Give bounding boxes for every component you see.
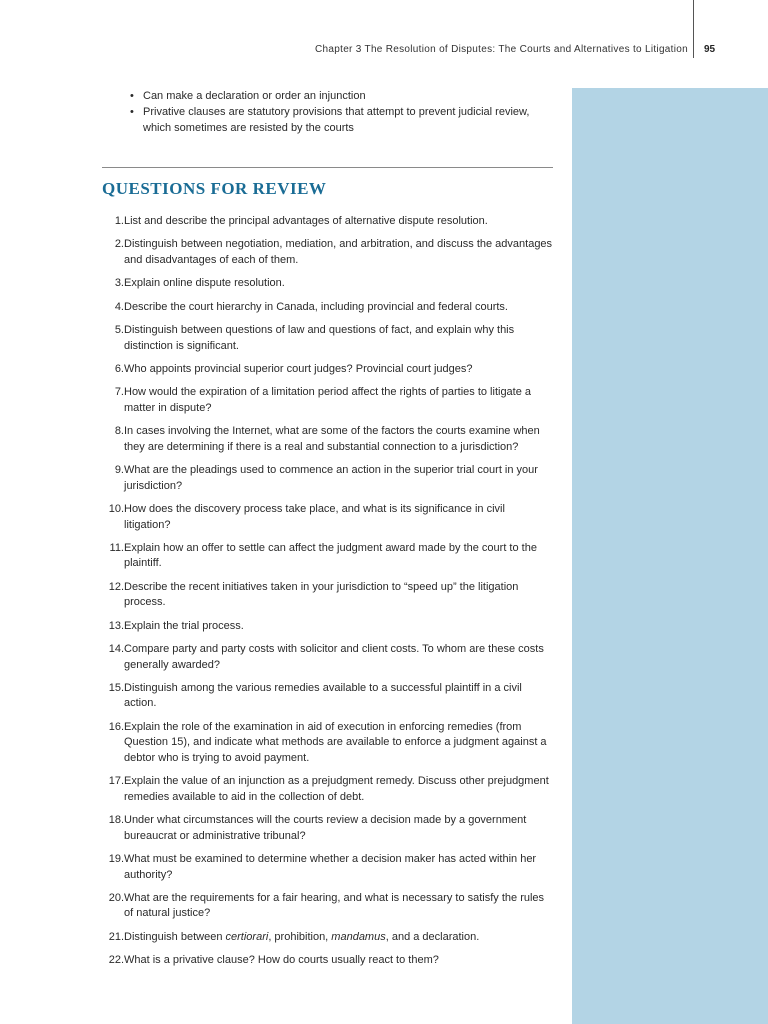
summary-bullet-text: Can make a declaration or order an injunction	[143, 90, 366, 102]
question-number: 14.	[108, 643, 124, 656]
summary-bullet-list	[128, 88, 553, 136]
summary-bullet-item	[128, 88, 553, 104]
question-item	[102, 385, 554, 416]
question-number: 6.	[114, 362, 124, 375]
question-item	[102, 642, 554, 673]
question-number: 7.	[114, 386, 124, 399]
header-vertical-rule	[693, 0, 694, 58]
question-text: Describe the recent initiatives taken in your jurisdiction to “speed up” the litigation process.	[124, 580, 519, 609]
question-item	[102, 362, 554, 378]
question-text: What are the pleadings used to commence an action in the superior trial court in your jurisdiction?	[124, 464, 538, 492]
bullet-icon: •	[130, 106, 134, 118]
question-number: 18.	[108, 814, 124, 827]
question-item	[102, 774, 554, 805]
question-text: Distinguish among the various remedies available to a successful plaintiff in a civil action.	[124, 681, 522, 710]
question-text: In cases involving the Internet, what are some of the factors the courts examine when they are determining if there is a real and substantial connection to a jurisdiction?	[124, 425, 540, 453]
summary-bullet-text: Privative clauses are statutory provisions that attempt to prevent judicial review, which sometimes are resisted by the courts	[143, 106, 530, 134]
question-number: 11.	[109, 541, 124, 554]
question-item	[102, 300, 554, 316]
question-item	[102, 619, 554, 635]
question-item	[102, 502, 554, 533]
question-number: 2.	[114, 238, 124, 251]
question-text	[124, 930, 554, 946]
question-text-part: , and a declaration.	[385, 930, 480, 943]
question-item	[102, 953, 554, 969]
question-item	[102, 541, 554, 572]
question-text: How does the discovery process take place, and what is its significance in civil litigation?	[124, 503, 505, 531]
section-heading: QUESTIONS FOR REVIEW	[102, 179, 327, 198]
question-item	[102, 323, 554, 354]
question-number: 10.	[108, 503, 124, 516]
question-text-part: , prohibition,	[268, 930, 332, 943]
question-item	[102, 681, 554, 712]
question-text-emphasis: certiorari	[225, 930, 269, 943]
question-item	[102, 930, 554, 946]
question-text: What are the requirements for a fair hearing, and what is necessary to satisfy the rules of natural justice?	[124, 891, 545, 920]
question-text: Explain the trial process.	[124, 619, 244, 632]
question-number: 13.	[108, 619, 124, 632]
question-text-emphasis: mandamus	[331, 930, 386, 943]
question-number: 22.	[108, 954, 124, 967]
question-item	[102, 720, 554, 767]
question-item	[102, 852, 554, 883]
question-number: 15.	[108, 681, 124, 694]
question-item	[102, 813, 554, 844]
review-question-list	[102, 214, 554, 977]
question-item	[102, 424, 554, 455]
question-text: Who appoints provincial superior court judges? Provincial court judges?	[124, 362, 473, 375]
question-number: 5.	[114, 324, 124, 337]
question-text: Describe the court hierarchy in Canada, including provincial and federal courts.	[124, 300, 508, 313]
question-number: 12.	[108, 580, 124, 593]
question-item	[102, 237, 554, 268]
summary-bullet-item	[128, 104, 553, 136]
question-text: Explain the role of the examination in aid of execution in enforcing remedies (from Question 15), and indicate what methods are available to enforce a judgment against a debtor who is trying to avoid payment.	[124, 720, 547, 764]
question-text: Distinguish between questions of law and questions of fact, and explain why this distinction is significant.	[124, 324, 515, 352]
question-item	[102, 891, 554, 922]
section-divider	[102, 167, 553, 168]
question-number: 8.	[114, 425, 124, 438]
running-head: Chapter 3 The Resolution of Disputes: The Courts and Alternatives to Litigation	[315, 44, 688, 55]
question-number: 19.	[108, 853, 124, 866]
question-text: Under what circumstances will the courts review a decision made by a government bureaucrat or administrative tribunal?	[124, 814, 527, 842]
question-number: 9.	[114, 464, 124, 477]
question-number: 3.	[114, 277, 124, 290]
question-text-part: Distinguish between	[124, 930, 226, 943]
question-number: 4.	[114, 300, 124, 313]
question-number: 21.	[108, 930, 124, 943]
side-margin-panel	[572, 88, 768, 1024]
question-text: Distinguish between negotiation, mediation, and arbitration, and discuss the advantages and disadvantages of each of them.	[124, 238, 553, 266]
bullet-icon: •	[130, 90, 134, 102]
question-number: 20.	[108, 891, 124, 904]
question-item	[102, 463, 554, 494]
question-text: Explain online dispute resolution.	[124, 277, 285, 290]
question-text: Compare party and party costs with solicitor and client costs. To whom are these costs generally awarded?	[124, 643, 544, 671]
question-text: How would the expiration of a limitation period affect the rights of parties to litigate a matter in dispute?	[124, 386, 532, 414]
question-text: Explain how an offer to settle can affect the judgment award made by the court to the plaintiff.	[124, 541, 537, 570]
question-item	[102, 276, 554, 292]
question-text: Explain the value of an injunction as a prejudgment remedy. Discuss other prejudgment remedies available to aid in the collection of debt.	[124, 775, 549, 803]
question-item	[102, 214, 554, 230]
question-item	[102, 580, 554, 611]
question-text: What is a privative clause? How do courts usually react to them?	[124, 954, 439, 967]
question-number: 16.	[108, 720, 124, 733]
page-number: 95	[704, 44, 716, 55]
question-number: 17.	[108, 775, 124, 788]
question-text: What must be examined to determine whether a decision maker has acted within her authority?	[124, 853, 537, 881]
question-text: List and describe the principal advantages of alternative dispute resolution.	[124, 215, 488, 227]
question-number: 1.	[114, 215, 124, 227]
